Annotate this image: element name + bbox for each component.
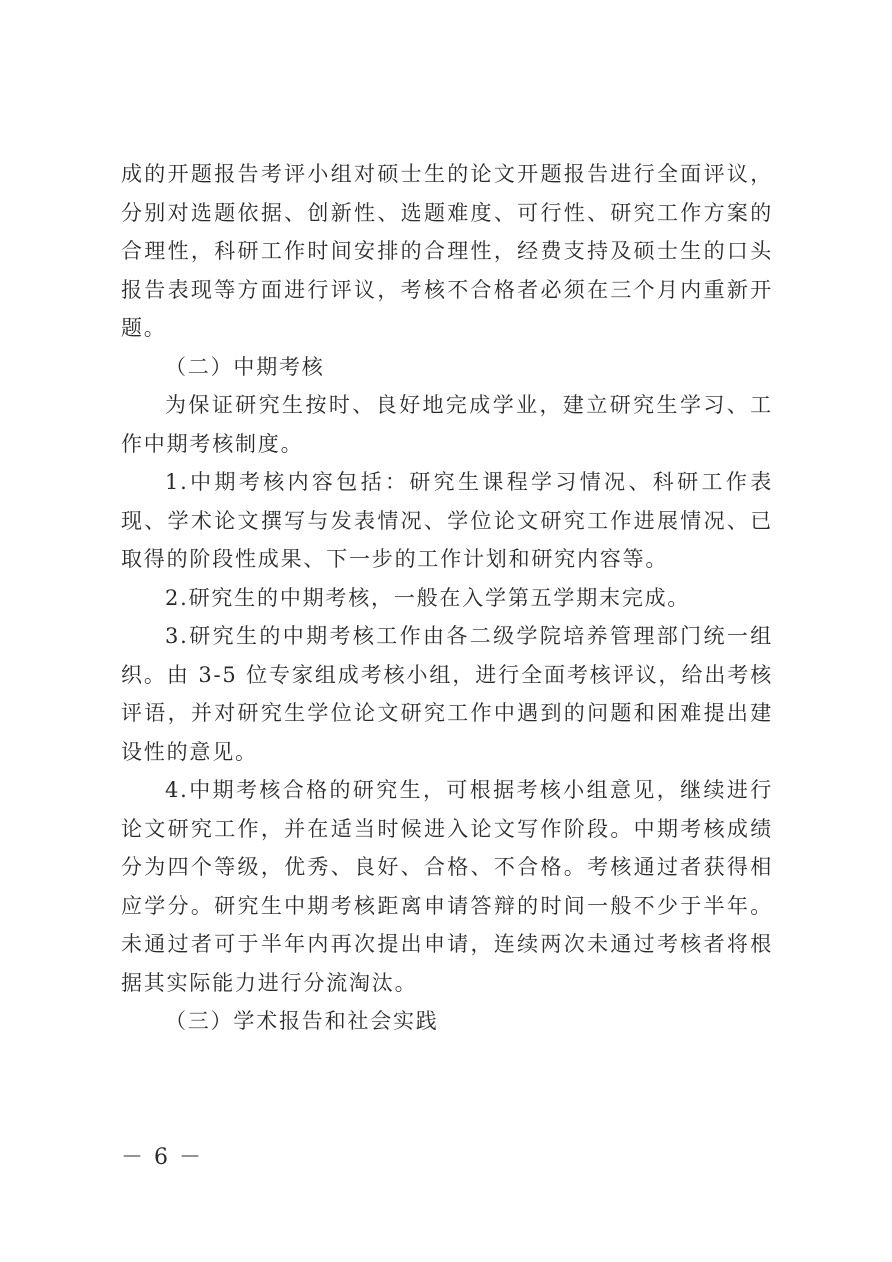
- paragraph-item-1: 1.中期考核内容包括：研究生课程学习情况、科研工作表现、学术论文撰写与发表情况、学位论文研究工作进展情况、已取得的阶段性成果、下一步的工作计划和研究内容等。: [121, 470, 773, 571]
- document-body: [121, 155, 773, 1041]
- paragraph-item-4: 4.中期考核合格的研究生，可根据考核小组意见，继续进行论文研究工作，并在适当时候进入论文写作阶段。中期考核成绩分为四个等级，优秀、良好、合格、不合格。考核通过者获得相应学分。研究生中期考核距离申请答辩的时间一般不少于半年。未通过者可于半年内再次提出申请，连续两次未通过考核者将根据其实际能力进行分流淘汰。: [121, 778, 773, 995]
- paragraph-continuation: 成的开题报告考评小组对硕士生的论文开题报告进行全面评议，分别对选题依据、创新性、选题难度、可行性、研究工作方案的合理性，科研工作时间安排的合理性，经费支持及硕士生的口头报告表现等方面进行评议，考核不合格者必须在三个月内重新开题。: [121, 162, 773, 340]
- section-heading-midterm: （二）中期考核: [165, 354, 325, 379]
- paragraph-purpose: 为保证研究生按时、良好地完成学业，建立研究生学习、工作中期考核制度。: [121, 393, 773, 456]
- section-heading-academic-reports: （三）学术报告和社会实践: [165, 1009, 439, 1033]
- paragraph-item-3: 3.研究生的中期考核工作由各二级学院培养管理部门统一组织。由 3-5 位专家组成考核小组，进行全面考核评议，给出考核评语，并对研究生学位论文研究工作中遇到的问题和困难提出建设性的意见。: [121, 624, 773, 764]
- paragraph-item-2: 2.研究生的中期考核，一般在入学第五学期末完成。: [165, 585, 691, 610]
- page-number: － 6 －: [121, 1145, 203, 1170]
